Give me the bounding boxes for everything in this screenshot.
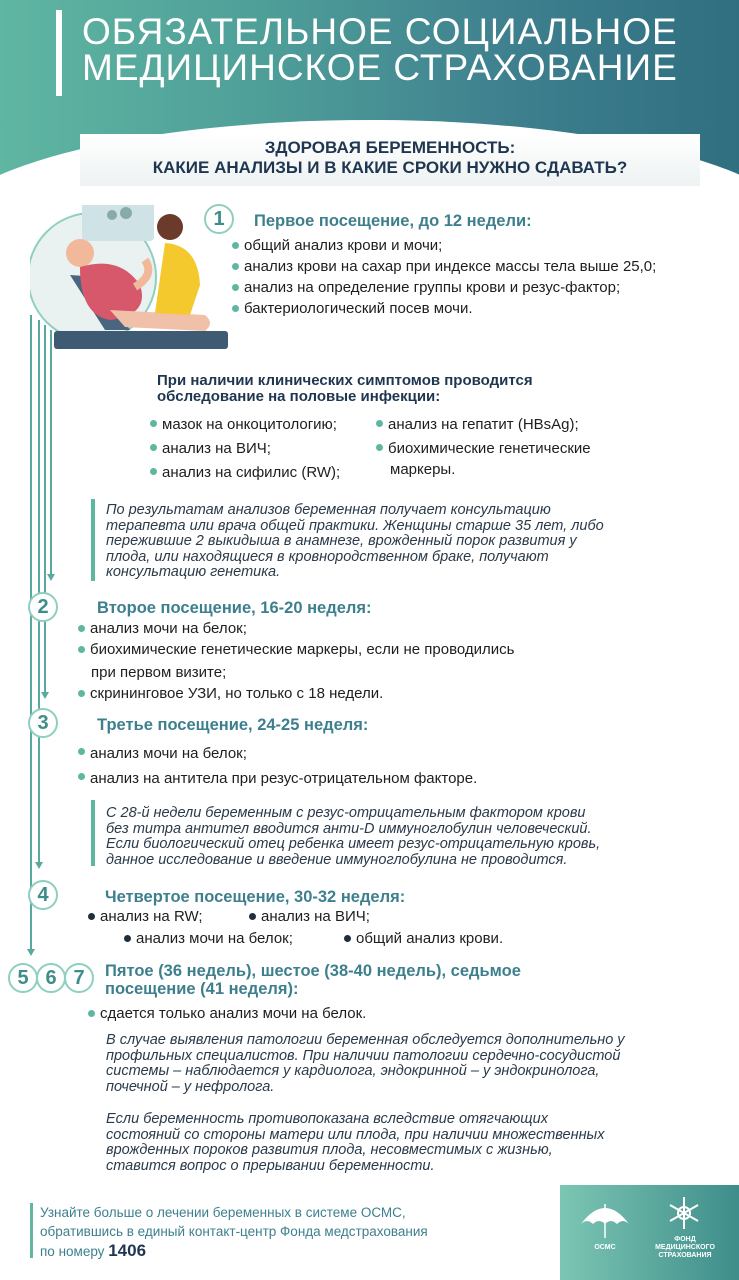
footer-line2: обратившись в единый контакт-центр Фонда медстрахования bbox=[40, 1224, 428, 1239]
fund-label-line1: ФОНД bbox=[674, 1236, 696, 1243]
list-item: мазок на онкоцитологию; bbox=[150, 413, 340, 437]
note-line: По результатам анализов беременная получает консультацию bbox=[106, 502, 551, 518]
visit-number-5: 5 bbox=[8, 963, 38, 993]
visit4-heading: Четвертое посещение, 30-32 неделя: bbox=[105, 888, 406, 906]
note4-text bbox=[106, 1112, 604, 1174]
visit-number-4: 4 bbox=[28, 880, 58, 910]
list-item: анализ на ВИЧ; bbox=[249, 906, 370, 927]
header-accent-bar bbox=[56, 10, 62, 96]
list-item: анализ мочи на белок; bbox=[78, 741, 477, 766]
visit1-heading: Первое посещение, до 12 недели: bbox=[254, 212, 532, 230]
visit2-heading: Второе посещение, 16-20 неделя: bbox=[97, 599, 372, 617]
visit3-heading: Третье посещение, 24-25 неделя: bbox=[97, 716, 369, 734]
page-title-line2: МЕДИЦИНСКОЕ СТРАХОВАНИЕ bbox=[82, 47, 678, 88]
note1-bar bbox=[91, 499, 95, 581]
subtitle-line1: ЗДОРОВАЯ БЕРЕМЕННОСТЬ: bbox=[264, 138, 516, 157]
arrow-tip-2 bbox=[47, 574, 55, 581]
page-title bbox=[82, 11, 678, 88]
note2-bar bbox=[91, 800, 95, 866]
timeline-line-3 bbox=[44, 325, 46, 693]
list-item: биохимические генетические маркеры, если не проводились bbox=[78, 639, 514, 660]
doctor-patient-illustration bbox=[30, 205, 230, 365]
note-line: терапевта или врача общей практики. Женщины старше 35 лет, либо bbox=[106, 517, 604, 534]
visit1-list bbox=[232, 235, 656, 319]
page-title-line1: ОБЯЗАТЕЛЬНОЕ СОЦИАЛЬНОЕ bbox=[82, 11, 678, 52]
note1-text bbox=[106, 503, 604, 581]
note-line: пережившие 2 выкидыша в анамнезе, врожденный порок развития у bbox=[106, 533, 577, 549]
list-item: биохимические генетические bbox=[376, 437, 591, 461]
visit2-item2-continuation: при первом визите; bbox=[91, 664, 227, 681]
visit567-heading-line1: Пятое (36 недель), шестое (38-40 недель), седьмое bbox=[105, 962, 521, 980]
subtitle-line2: КАКИЕ АНАЛИЗЫ И В КАКИЕ СРОКИ НУЖНО СДАВАТЬ? bbox=[152, 158, 628, 177]
note-line: почечной – у нефролога. bbox=[106, 1078, 275, 1095]
osms-umbrella-icon bbox=[577, 1198, 633, 1246]
visit4-row1-b bbox=[249, 906, 370, 927]
arrow-tip-3 bbox=[41, 692, 49, 699]
note-line: без титра антител вводится анти-D иммуноглобулин человеческий. bbox=[106, 820, 592, 837]
note-line: консультацию генетика. bbox=[106, 564, 281, 580]
list-item: анализ на определение группы крови и резус-фактор; bbox=[232, 277, 656, 298]
list-item: анализ мочи на белок; bbox=[124, 928, 293, 949]
osms-logo-label: ОСМС bbox=[594, 1244, 616, 1251]
visit-number-6: 6 bbox=[36, 963, 66, 993]
list-item: анализ на ВИЧ; bbox=[150, 437, 340, 461]
note-line: данное исследование и введение иммуноглобулина не проводится. bbox=[106, 851, 568, 868]
arrow-tip-4 bbox=[35, 862, 43, 869]
visit3-list bbox=[78, 741, 477, 791]
list-item: анализ на сифилис (RW); bbox=[150, 461, 340, 485]
list-item: анализ на антитела при резус-отрицательном факторе. bbox=[78, 766, 477, 791]
fund-logo-label bbox=[648, 1236, 722, 1260]
infections-heading bbox=[157, 373, 533, 405]
visit567-heading-line2: посещение (41 неделя): bbox=[105, 980, 299, 998]
visit-number-7: 7 bbox=[64, 963, 94, 993]
note-line: Если биологический отец ребенка имеет резус-отрицательную кровь, bbox=[106, 836, 601, 852]
arrow-tip-5 bbox=[27, 949, 35, 956]
infections-heading-line1: При наличии клинических симптомов проводится bbox=[157, 372, 533, 389]
list-item: общий анализ крови. bbox=[344, 928, 503, 949]
visit-number-1: 1 bbox=[204, 204, 234, 234]
list-item: бактериологический посев мочи. bbox=[232, 298, 656, 319]
note-line: системы – наблюдается у кардиолога, эндокринной – у эндокринолога, bbox=[106, 1063, 600, 1079]
note-line: ставится вопрос о прерывании беременности. bbox=[106, 1157, 435, 1174]
fund-label-line2: МЕДИЦИНСКОГО bbox=[655, 1244, 715, 1251]
note-line: профильных специалистов. При наличии патологии сердечно-сосудистой bbox=[106, 1047, 621, 1064]
visit567-list bbox=[88, 1003, 366, 1024]
infections-heading-line2: обследование на половые инфекции: bbox=[157, 388, 441, 405]
visit567-heading bbox=[105, 962, 521, 998]
footer-line3 bbox=[40, 1241, 428, 1261]
visit-number-3: 3 bbox=[28, 708, 58, 738]
timeline-line-2 bbox=[50, 330, 52, 575]
fund-label-line3: СТРАХОВАНИЯ bbox=[658, 1252, 712, 1259]
contact-number: 1406 bbox=[108, 1241, 147, 1260]
list-item: анализ на RW; bbox=[88, 906, 203, 927]
visit-number-2: 2 bbox=[28, 592, 58, 622]
footer-accent-bar bbox=[30, 1203, 33, 1258]
list-item: анализ крови на сахар при индексе массы тела выше 25,0; bbox=[232, 256, 656, 277]
page-subtitle bbox=[80, 138, 700, 178]
visit2-list bbox=[78, 618, 514, 660]
list-item: анализ на гепатит (HBsAg); bbox=[376, 413, 591, 437]
infections-list-col2 bbox=[376, 413, 591, 461]
footer-text bbox=[40, 1203, 428, 1261]
list-item: сдается только анализ мочи на белок. bbox=[88, 1003, 366, 1024]
note-line: Если беременность противопоказана вследствие отягчающих bbox=[106, 1111, 548, 1127]
note-line: С 28-й недели беременным с резус-отрицательным фактором крови bbox=[106, 805, 586, 821]
visit4-row2-b bbox=[344, 928, 503, 949]
list-item: анализ мочи на белок; bbox=[78, 618, 514, 639]
infections-list-col1 bbox=[150, 413, 340, 485]
visit4-row2-a bbox=[124, 928, 293, 949]
note2-text bbox=[106, 806, 600, 868]
note-line: врожденных пороков развития плода, несовместимых с жизнью, bbox=[106, 1142, 553, 1158]
list-item: скрининговое УЗИ, но только с 18 недели. bbox=[78, 683, 383, 704]
note-line: плода, или находящиеся в кровнородственном браке, получают bbox=[106, 548, 549, 565]
visit2-list-2 bbox=[78, 683, 383, 704]
list-item: общий анализ крови и мочи; bbox=[232, 235, 656, 256]
note3-text bbox=[106, 1033, 625, 1095]
note-line: В случае выявления патологии беременная обследуется дополнительно у bbox=[106, 1032, 625, 1048]
visit4-row1-a bbox=[88, 906, 203, 927]
snowflake-icon bbox=[666, 1195, 702, 1231]
footer-line1: Узнайте больше о лечении беременных в системе ОСМС, bbox=[40, 1205, 406, 1220]
timeline-line-5 bbox=[30, 315, 32, 950]
infections-col2-continuation: маркеры. bbox=[390, 461, 456, 478]
footer-line3-label: по номеру bbox=[40, 1244, 105, 1259]
note-line: состояний со стороны матери или плода, при наличии множественных bbox=[106, 1126, 605, 1143]
